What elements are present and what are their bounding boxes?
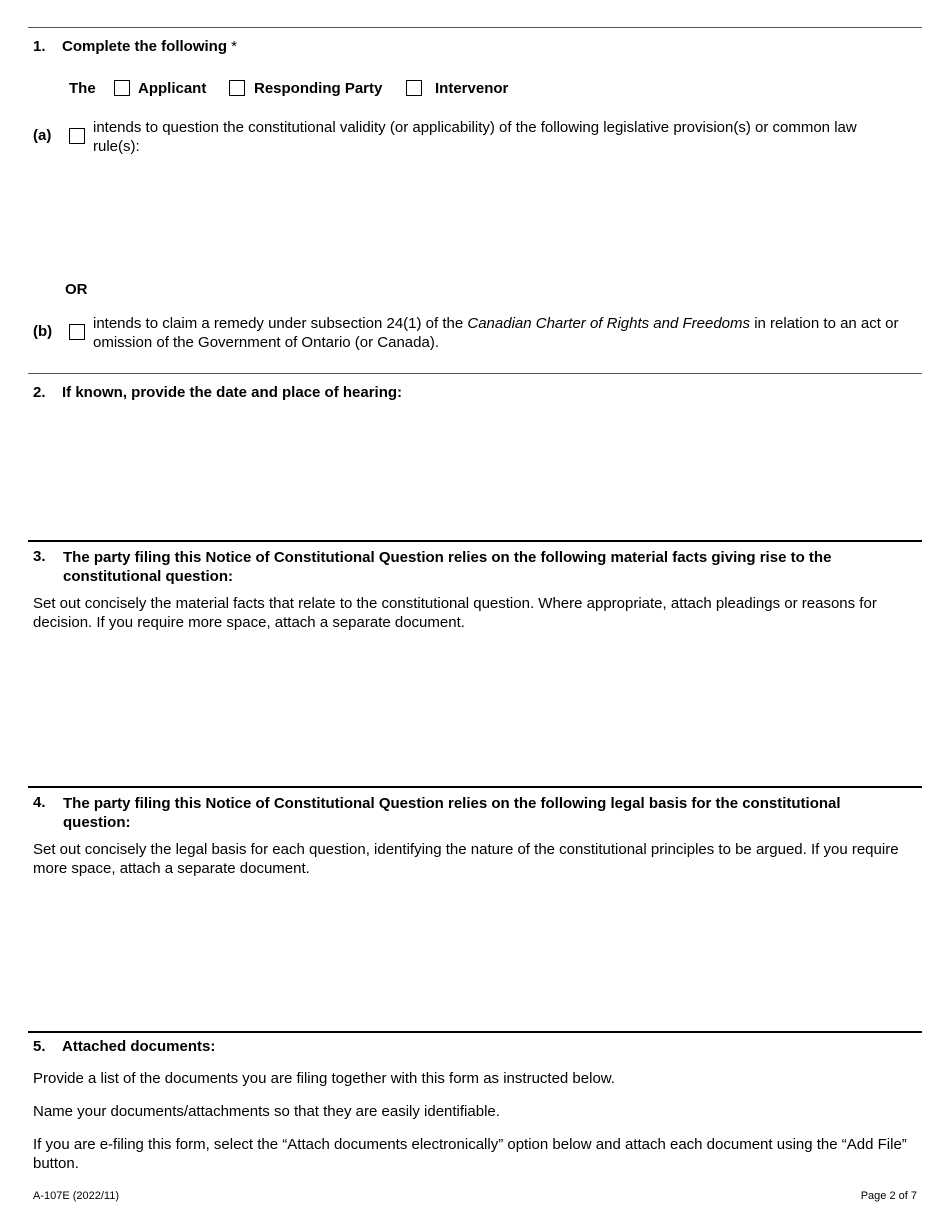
option-b-text-before: intends to claim a remedy under subsection 24(1) of the	[93, 315, 468, 332]
legal-basis-field[interactable]	[33, 886, 918, 1021]
section-4-number: 4.	[33, 794, 46, 811]
option-b-text-after: in relation to an act or omission of the Government of Ontario (or Canada).	[93, 315, 899, 351]
section-1-heading	[62, 38, 237, 55]
section-2-number: 2.	[33, 384, 46, 401]
intervenor-label: Intervenor	[435, 80, 509, 97]
section-3-title: The party filing this Notice of Constitutional Question relies on the following material facts giving rise to the constitutional question:	[63, 549, 832, 585]
option-a-provisions-field[interactable]	[93, 160, 913, 270]
section-2-title: If known, provide the date and place of hearing:	[62, 384, 403, 401]
charter-title: Canadian Charter of Rights and Freedoms	[467, 315, 751, 332]
section-2-divider	[28, 373, 922, 374]
hearing-date-place-field[interactable]	[33, 410, 918, 530]
section-1-title: Complete the following	[62, 38, 227, 55]
section-5-paragraph-2: Name your documents/attachments so that they are easily identifiable.	[33, 1103, 500, 1120]
option-b-checkbox[interactable]	[69, 324, 85, 340]
section-5-number: 5.	[33, 1038, 46, 1055]
form-id: A-107E (2022/11)	[33, 1190, 120, 1202]
responding-party-label: Responding Party	[254, 80, 383, 97]
section-3-number: 3.	[33, 548, 46, 565]
page-number: Page 2 of 7	[860, 1190, 917, 1202]
section-5-title: Attached documents:	[62, 1038, 216, 1055]
applicant-label: Applicant	[138, 80, 207, 97]
section-5-divider	[28, 1031, 922, 1033]
section-5-paragraph-3: If you are e-filing this form, select the “Attach documents electronically” option below and attach each document using the “Add File” button.	[33, 1136, 907, 1172]
option-b-label: (b)	[33, 323, 53, 340]
option-b-text	[93, 314, 918, 352]
party-prefix: The	[69, 80, 96, 97]
section-4-instructions: Set out concisely the legal basis for each question, identifying the nature of the constitutional principles to be argued. If you require more space, attach a separate document.	[33, 841, 899, 877]
section-3-instructions: Set out concisely the material facts that relate to the constitutional question. Where appropriate, attach pleadings or reasons for decision. If you require more space, attach a separate document.	[33, 595, 877, 631]
option-a-text: intends to question the constitutional validity (or applicability) of the following legislative provision(s) or common law rule(s):	[93, 119, 857, 155]
top-divider	[28, 27, 922, 28]
applicant-checkbox[interactable]	[114, 80, 130, 96]
responding-party-checkbox[interactable]	[229, 80, 245, 96]
or-label: OR	[65, 281, 88, 298]
required-mark: *	[231, 38, 238, 55]
section-4-title: The party filing this Notice of Constitutional Question relies on the following legal basis for the constitutional question:	[63, 795, 841, 831]
option-a-label: (a)	[33, 127, 52, 144]
intervenor-checkbox[interactable]	[406, 80, 422, 96]
section-3-divider	[28, 540, 922, 542]
option-a-checkbox[interactable]	[69, 128, 85, 144]
section-4-divider	[28, 786, 922, 788]
section-5-paragraph-1: Provide a list of the documents you are filing together with this form as instructed below.	[33, 1070, 615, 1087]
material-facts-field[interactable]	[33, 640, 918, 775]
section-1-number: 1.	[33, 38, 46, 55]
